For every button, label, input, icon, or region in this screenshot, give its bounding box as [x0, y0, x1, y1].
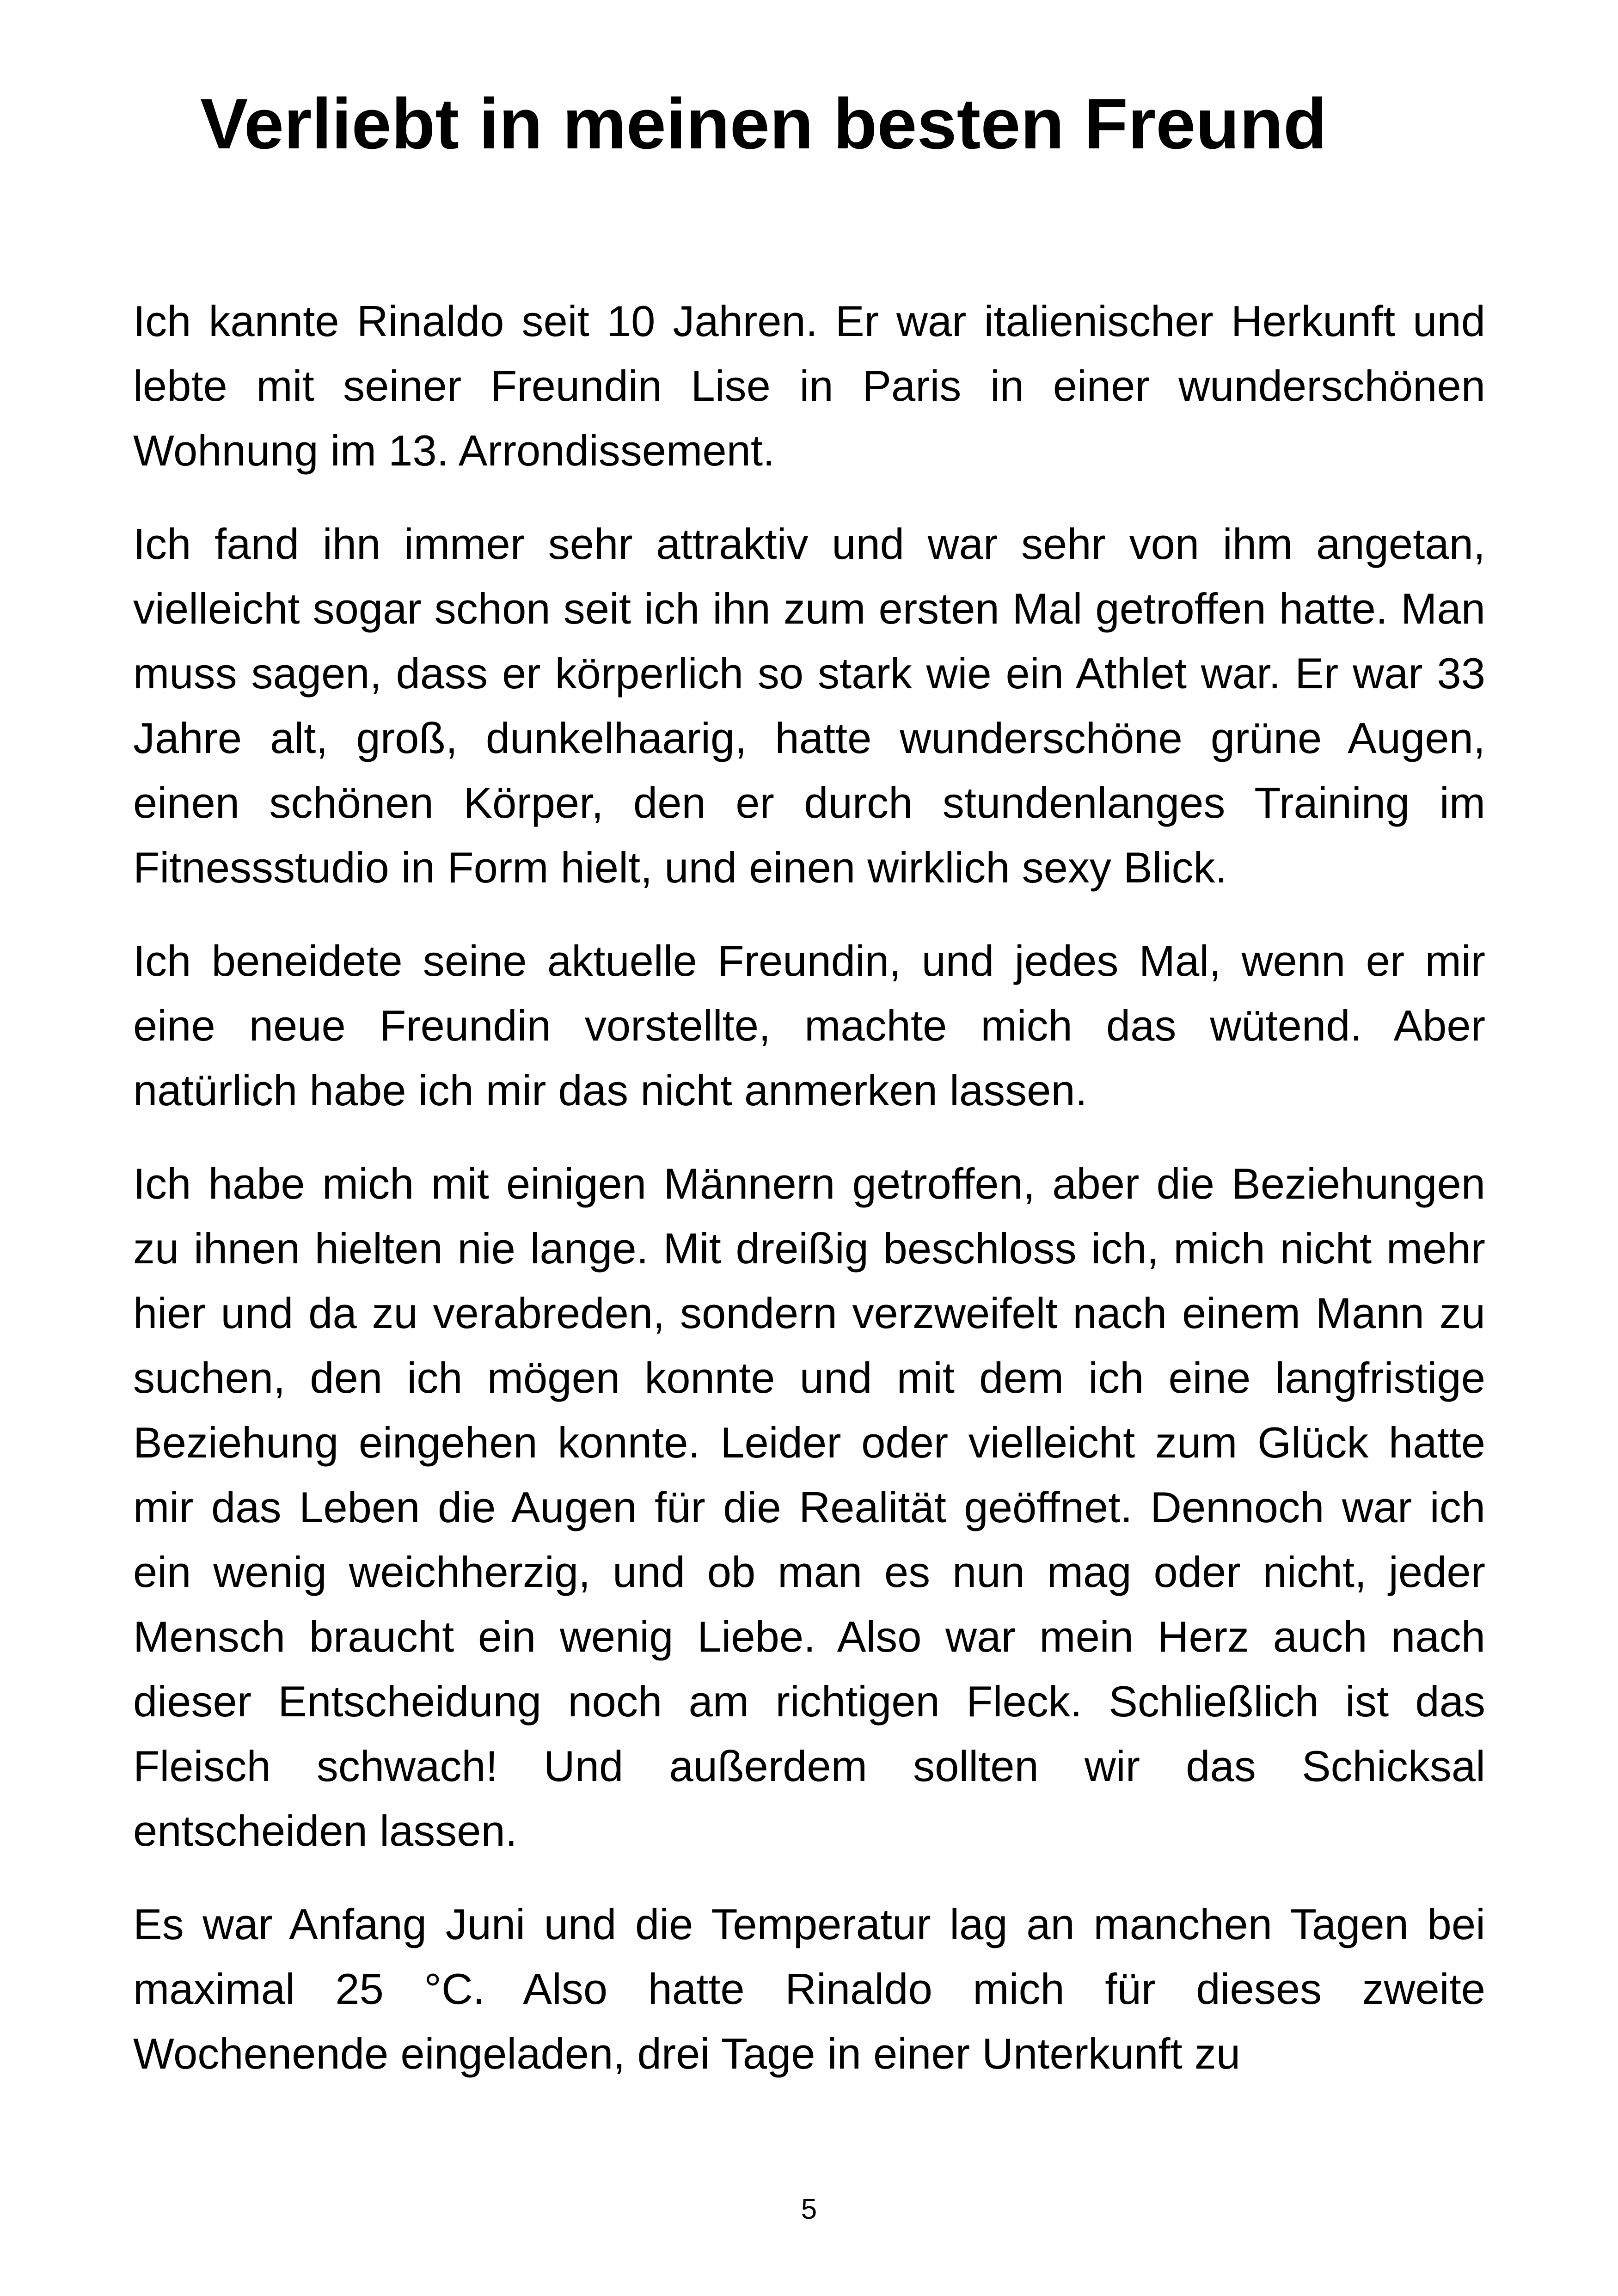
- paragraph-2: Ich fand ihn immer sehr attraktiv und war sehr von ihm angetan, vielleicht sogar schon seit ich ihn zum ersten Mal getroffen hatte. Man muss sagen, dass er körperlich so stark wie ein Athlet war. Er war 33 Jahre alt, groß, dunkelhaarig, hatte wunderschöne grüne Augen, einen schönen Körper, den er durch stundenlanges Training im Fitnessstudio in Form hielt, und einen wirklich sexy Blick.: [133, 520, 1485, 892]
- paragraph-1: Ich kannte Rinaldo seit 10 Jahren. Er war italienischer Herkunft und lebte mit seiner Freundin Lise in Paris in einer wunderschönen Wohnung im 13. Arrondissement.: [133, 297, 1485, 475]
- paragraph-3: Ich beneidete seine aktuelle Freundin, und jedes Mal, wenn er mir eine neue Freundin vorstellte, machte mich das wütend. Aber natürlich habe ich mir das nicht anmerken lassen.: [133, 937, 1485, 1114]
- paragraph-4: Ich habe mich mit einigen Männern getroffen, aber die Beziehungen zu ihnen hielten nie lange. Mit dreißig beschloss ich, mich nicht mehr hier und da zu verabreden, sondern verzweifelt nach einem Mann zu suchen, den ich mögen konnte und mit dem ich eine langfristige Beziehung eingehen konnte. Leider oder vielleicht zum Glück hatte mir das Leben die Augen für die Realität geöffnet. Dennoch war ich ein wenig weichherzig, und ob man es nun mag oder nicht, jeder Mensch braucht ein wenig Liebe. Also war mein Herz auch nach dieser Entscheidung noch am richtigen Fleck. Schließlich ist das Fleisch schwach! Und außerdem sollten wir das Schicksal entscheiden lassen.: [133, 1159, 1485, 1855]
- paragraph-5: Es war Anfang Juni und die Temperatur lag an manchen Tagen bei maximal 25 °C. Also hatte Rinaldo mich für dieses zweite Wochenende eingeladen, drei Tage in einer Unterkunft zu: [133, 1900, 1485, 2078]
- page-title: Verliebt in meinen besten Freund: [200, 84, 1327, 164]
- body-text: [133, 289, 1485, 2115]
- page-number: 5: [801, 2193, 817, 2225]
